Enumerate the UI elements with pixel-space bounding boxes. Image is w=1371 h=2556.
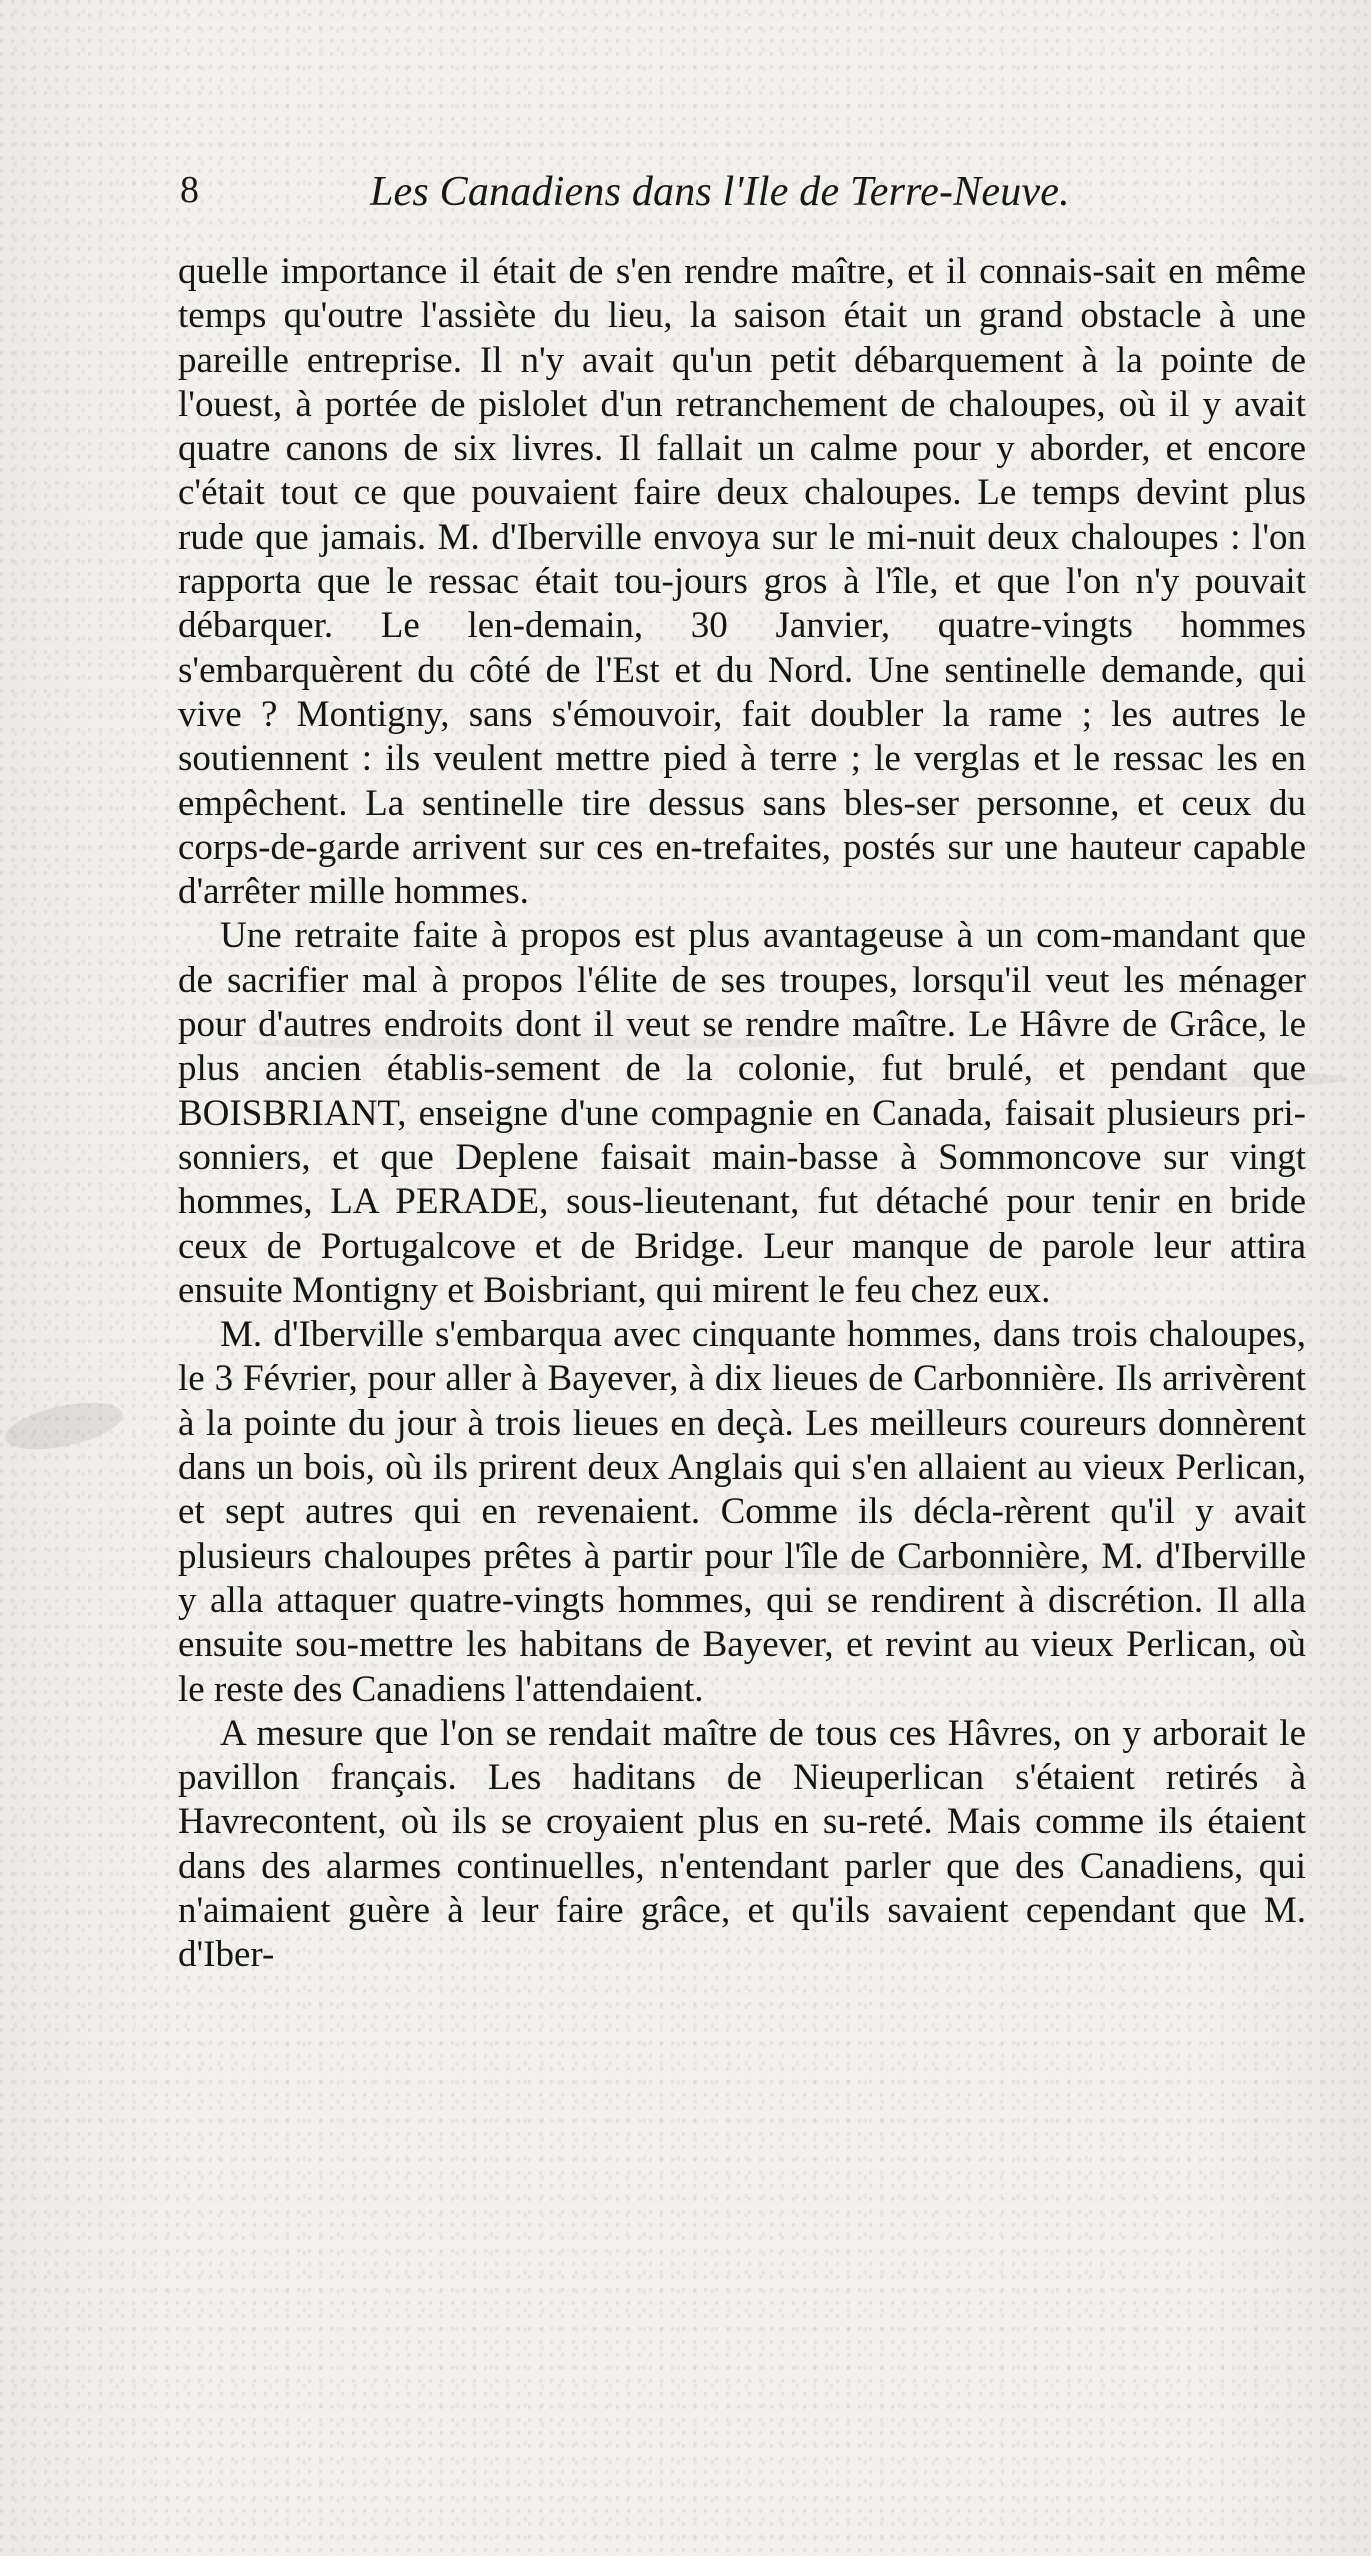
paragraph: quelle importance il était de s'en rendre maître, et il connais-sait en même temps qu'outre l'assiète du lieu, la saison était un grand obstacle à une pareille entreprise. Il n'y avait qu'un petit débarquement à la pointe de l'ouest, à portée de pislolet d'un retranchement de chaloupes, où il y avait quatre canons de six livres. Il fallait un calme pour y aborder, et encore c'était tout ce que pouvaient faire deux chaloupes. Le temps devint plus rude que jamais. M. d'Iberville envoya sur le mi-nuit deux chaloupes : l'on rapporta que le ressac était tou-jours gros à l'île, et que l'on n'y pouvait débarquer. Le len-demain, 30 Janvier, quatre-vingts hommes s'embarquèrent du côté de l'Est et du Nord. Une sentinelle demande, qui vive ? Montigny, sans s'émouvoir, fait doubler la rame ; les autres le soutiennent : ils veulent mettre pied à terre ; le verglas et le ressac les en empêchent. La sentinelle tire dessus sans bles-ser personne, et ceux du corps-de-garde arrivent sur ces en-trefaites, postés sur une hauteur capable d'arrêter mille hommes. — [178, 251, 1306, 913]
running-title: Les Canadiens dans l'Ile de Terre-Neuve. — [370, 169, 1070, 215]
paragraph: Une retraite faite à propos est plus avantageuse à un com-mandant que de sacrifier mal à propos l'élite de ses troupes, lorsqu'il veut les ménager pour d'autres endroits dont il veut se rendre maître. Le Hâvre de Grâce, le plus ancien établis-sement de la colonie, fut brulé, et pendant que BOISBRIANT, enseigne d'une compagnie en Canada, faisait plusieurs pri-sonniers, et que Deplene faisait main-basse à Sommoncove sur vingt hommes, LA PERADE, sous-lieutenant, fut détaché pour tenir en bride ceux de Portugalcove et de Bridge. Leur manque de parole leur attira ensuite Montigny et Boisbriant, qui mirent le feu chez eux. — [178, 915, 1306, 1311]
page-header — [180, 168, 1180, 220]
body-text — [178, 250, 1306, 1978]
page-number: 8 — [180, 169, 199, 211]
paragraph: M. d'Iberville s'embarqua avec cinquante hommes, dans trois chaloupes, le 3 Février, pour aller à Bayever, à dix lieues de Carbonnière. Ils arrivèrent à la pointe du jour à trois lieues en deçà. Les meilleurs coureurs donnèrent dans un bois, où ils prirent deux Anglais qui s'en allaient au vieux Perlican, et sept autres qui en revenaient. Comme ils décla-rèrent qu'il y avait plusieurs chaloupes prêtes à partir pour l'île de Carbonnière, M. d'Iberville y alla attaquer quatre-vingts hommes, qui se rendirent à discrétion. Il alla ensuite sou-mettre les habitans de Bayever, et revint au vieux Perlican, où le reste des Canadiens l'attendaient. — [178, 1314, 1306, 1710]
paragraph: A mesure que l'on se rendait maître de tous ces Hâvres, on y arborait le pavillon français. Les haditans de Nieuperlican s'étaient retirés à Havrecontent, où ils se croyaient plus en su-reté. Mais comme ils étaient dans des alarmes continuelles, n'entendant parler que des Canadiens, qui n'aimaient guère à leur faire grâce, et qu'ils savaient cependant que M. d'Iber- — [178, 1712, 1306, 1976]
page-stain — [1, 1394, 127, 1458]
